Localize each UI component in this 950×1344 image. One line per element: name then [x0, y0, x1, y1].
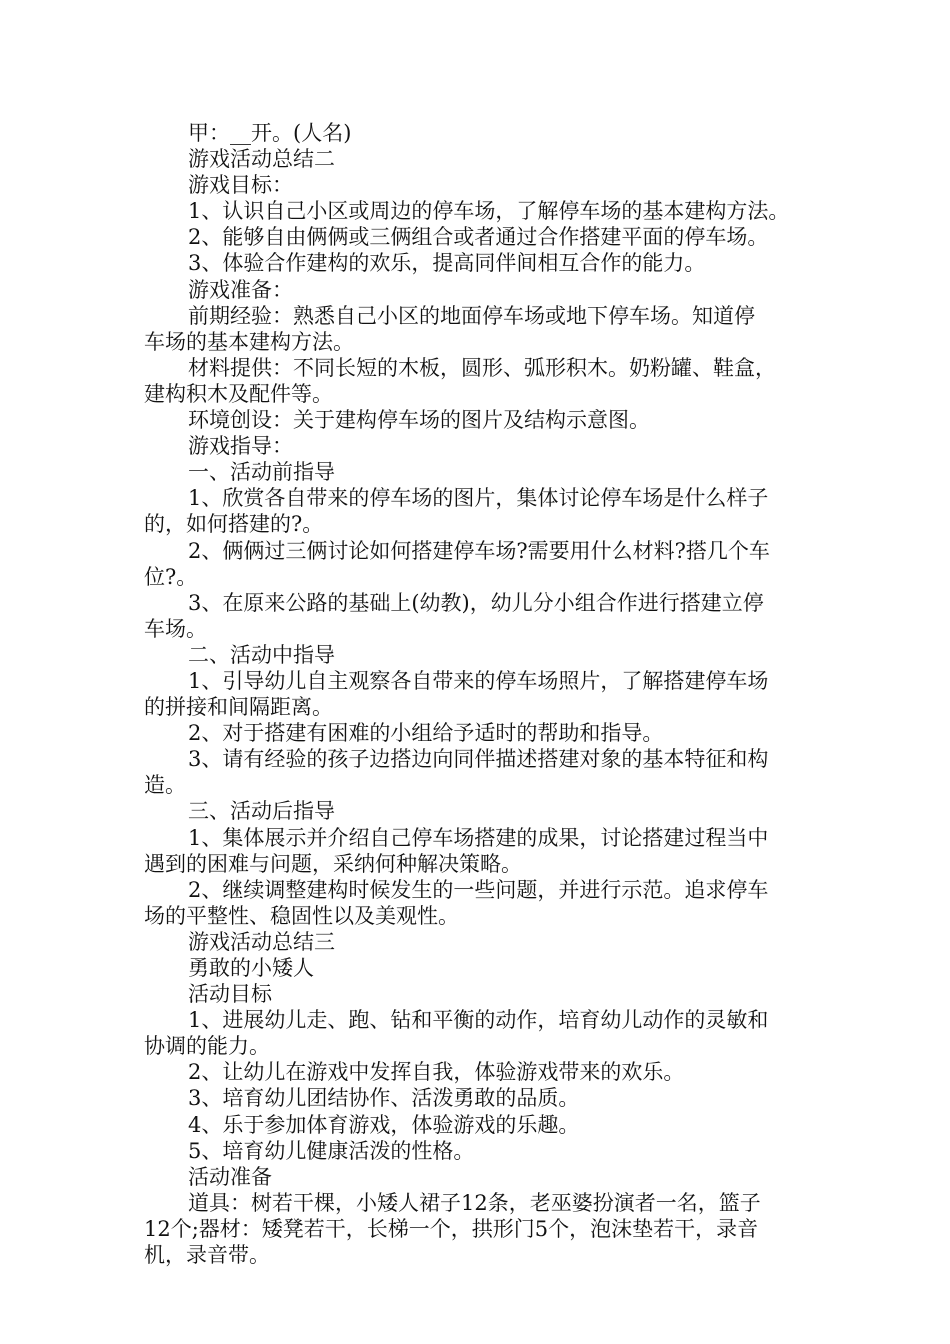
text-line: 一、活动前指导 [188, 460, 335, 485]
text-line: 游戏活动总结三 [188, 929, 335, 954]
text-line: 游戏准备： [188, 277, 293, 302]
text-line: 活动目标 [188, 982, 272, 1007]
text-line: 2、对于搭建有困难的小组给予适时的帮助和指导。 [188, 721, 664, 746]
text-line: 1、引导幼儿自主观察各自带来的停车场照片，了解搭建停车场 [188, 668, 769, 693]
text-line: 道具：树若干棵，小矮人裙子12条，老巫婆扮演者一名，篮子 [188, 1190, 761, 1215]
text-line: 环境创设：关于建构停车场的图片及结构示意图。 [188, 408, 650, 433]
text-line: 12个;器材：矮凳若干，长梯一个，拱形门5个，泡沫垫若干，录音 [144, 1216, 759, 1241]
text-line: 1、集体展示并介绍自己停车场搭建的成果，讨论搭建过程当中 [188, 825, 769, 850]
document-body [144, 120, 816, 1268]
text-line: 车场。 [144, 616, 207, 641]
text-line: 2、让幼儿在游戏中发挥自我，体验游戏带来的欢乐。 [188, 1060, 685, 1085]
text-line: 甲：__开。(人名) [188, 121, 352, 145]
text-line: 3、培育幼儿团结协作、活泼勇敢的品质。 [188, 1086, 580, 1111]
text-line: 勇敢的小矮人 [188, 956, 314, 980]
text-line: 5、培育幼儿健康活泼的性格。 [188, 1138, 475, 1163]
text-line: 造。 [144, 773, 186, 798]
text-line: 4、乐于参加体育游戏，体验游戏的乐趣。 [188, 1112, 580, 1137]
text-line: 建构积木及配件等。 [144, 381, 333, 406]
text-line: 游戏目标： [188, 173, 293, 198]
text-line: 材料提供：不同长短的木板，圆形、弧形积木。奶粉罐、鞋盒， [188, 355, 776, 380]
text-line: 位?。 [144, 564, 198, 589]
text-line: 二、活动中指导 [188, 642, 335, 667]
text-line: 1、进展幼儿走、跑、钻和平衡的动作，培育幼儿动作的灵敏和 [188, 1008, 769, 1033]
text-line: 游戏活动总结二 [188, 147, 335, 172]
text-line: 前期经验：熟悉自己小区的地面停车场或地下停车场。知道停 [188, 303, 755, 328]
text-line: 3、体验合作建构的欢乐，提高同伴间相互合作的能力。 [188, 251, 706, 276]
text-line: 车场的基本建构方法。 [144, 329, 354, 354]
text-line: 遇到的困难与问题，采纳何种解决策略。 [144, 851, 522, 876]
text-line: 3、在原来公路的基础上(幼教)，幼儿分小组合作进行搭建立停 [188, 590, 764, 615]
text-line: 活动准备 [188, 1164, 272, 1189]
text-line: 1、欣赏各自带来的停车场的图片，集体讨论停车场是什么样子 [188, 486, 769, 511]
text-line: 场的平整性、稳固性以及美观性。 [144, 903, 459, 928]
text-line: 的拼接和间隔距离。 [144, 695, 333, 720]
text-line: 游戏指导： [188, 434, 293, 459]
text-line: 2、能够自由俩俩或三俩组合或者通过合作搭建平面的停车场。 [188, 225, 769, 250]
text-line: 3、请有经验的孩子边搭边向同伴描述搭建对象的基本特征和构 [188, 747, 769, 772]
text-line: 的，如何搭建的?。 [144, 512, 324, 537]
text-line: 2、俩俩过三俩讨论如何搭建停车场?需要用什么材料?搭几个车 [188, 538, 770, 563]
text-line: 三、活动后指导 [188, 799, 335, 824]
text-line: 1、认识自己小区或周边的停车场，了解停车场的基本建构方法。 [188, 199, 790, 224]
text-line: 协调的能力。 [144, 1034, 270, 1059]
text-line: 2、继续调整建构时候发生的一些问题，并进行示范。追求停车 [188, 877, 769, 902]
text-line: 机，录音带。 [144, 1243, 270, 1268]
